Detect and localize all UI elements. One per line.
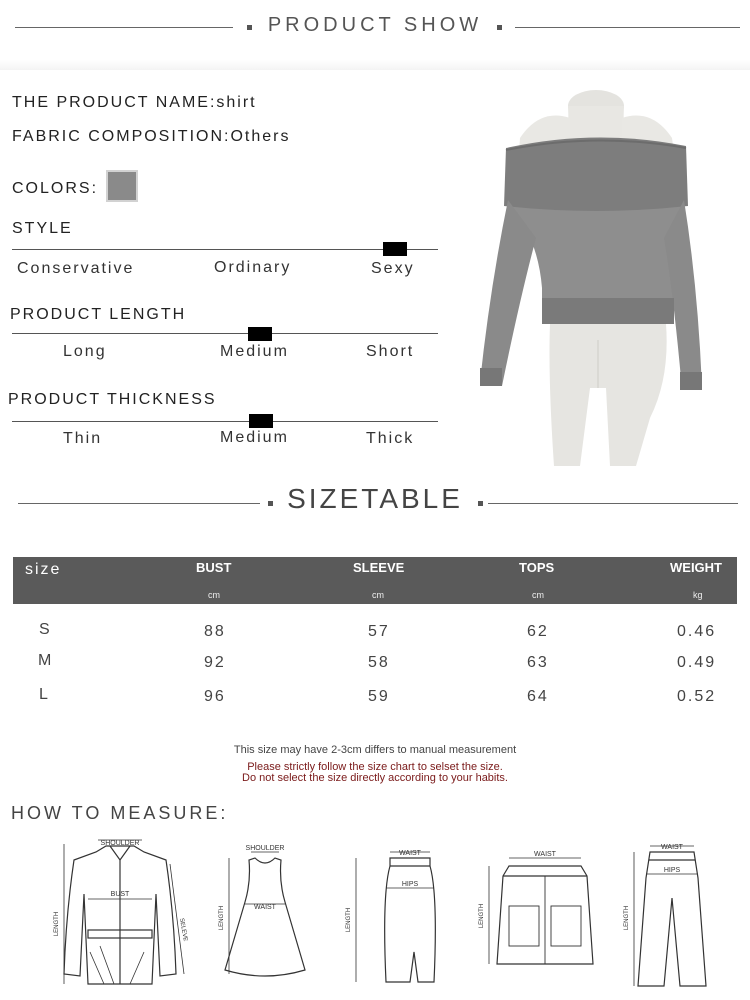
shorts-waist-label: WAIST xyxy=(534,851,556,858)
column-header-bust: BUST xyxy=(196,560,232,575)
cell-tops: 62 xyxy=(527,623,549,640)
colors-label: COLORS: xyxy=(12,180,99,197)
style-marker xyxy=(383,242,407,256)
product-photo xyxy=(470,88,710,468)
length-option-medium: Medium xyxy=(220,343,289,360)
sizetable-title: SIZETABLE xyxy=(287,483,463,514)
skirt-outline xyxy=(385,858,436,982)
style-label: STYLE xyxy=(12,220,73,237)
sweater-sleeve-left xyxy=(480,200,536,386)
mannequin-hips xyxy=(550,324,667,466)
cell-sleeve: 57 xyxy=(368,623,390,640)
style-option-sexy: Sexy xyxy=(371,260,415,277)
sizetable-dot-right xyxy=(478,501,483,506)
measurement-note: This size may have 2-3cm differs to manual measurement xyxy=(233,744,517,756)
cell-size: M xyxy=(38,652,54,669)
pants-measure-diagram xyxy=(622,838,722,994)
unit-tops: cm xyxy=(532,590,544,600)
size-chart-warning: Please strictly follow the size chart to selset the size. xyxy=(247,761,503,773)
shorts-pocket-right xyxy=(551,906,581,946)
cell-size: L xyxy=(39,686,50,703)
cell-tops: 64 xyxy=(527,688,549,705)
sweater-collar xyxy=(504,137,688,211)
product-name: THE PRODUCT NAME:shirt xyxy=(12,94,257,111)
pants-hips-label: HIPS xyxy=(663,867,681,874)
jacket-sleeve-label: SELEVE xyxy=(178,917,188,942)
sleeve-cuff-right xyxy=(680,372,702,390)
skirt-measure-diagram xyxy=(342,844,442,992)
header-shadow-band xyxy=(0,60,750,70)
thickness-marker xyxy=(249,414,273,428)
fabric-composition: FABRIC COMPOSITION:Others xyxy=(12,128,291,145)
dress-measure-diagram xyxy=(215,842,315,992)
style-scale-line xyxy=(12,249,438,250)
color-swatch-grey[interactable] xyxy=(106,170,138,202)
unit-bust: cm xyxy=(208,590,220,600)
jacket-measure-diagram xyxy=(48,834,198,994)
column-header-sleeve: SLEEVE xyxy=(353,560,405,575)
cell-weight: 0.49 xyxy=(677,654,717,671)
skirt-hips-label: HIPS xyxy=(401,881,419,888)
style-option-conservative: Conservative xyxy=(17,260,135,277)
cell-bust: 88 xyxy=(204,623,226,640)
cell-bust: 92 xyxy=(204,654,226,671)
size-table-header-row xyxy=(13,557,737,604)
product-show-title: PRODUCT SHOW xyxy=(267,14,483,36)
shorts-pocket-left xyxy=(509,906,539,946)
how-to-measure-title: HOW TO MEASURE: xyxy=(11,803,229,823)
thickness-scale-line xyxy=(12,421,438,422)
sweater-hem xyxy=(542,298,674,324)
cell-sleeve: 58 xyxy=(368,654,390,671)
cell-tops: 63 xyxy=(527,654,549,671)
dress-length-label: LENGTH xyxy=(219,905,225,931)
shorts-measure-diagram xyxy=(475,846,615,976)
length-option-short: Short xyxy=(366,343,415,360)
length-option-long: Long xyxy=(63,343,107,360)
length-scale-line xyxy=(12,333,438,334)
thickness-option-thick: Thick xyxy=(366,430,415,447)
header-rule-right xyxy=(515,27,740,28)
cell-weight: 0.52 xyxy=(677,688,717,705)
column-header-tops: TOPS xyxy=(519,560,555,575)
skirt-length-label: LENGTH xyxy=(346,907,352,933)
header-dot-right xyxy=(497,25,502,30)
size-habit-warning: Do not select the size directly according to your habits. xyxy=(242,772,508,784)
dress-shoulder-label: SHOULDER xyxy=(245,845,285,852)
cell-bust: 96 xyxy=(204,688,226,705)
jacket-length-label: LENGTH xyxy=(54,911,60,937)
thickness-label: PRODUCT THICKNESS xyxy=(8,391,217,408)
column-header-size: size xyxy=(25,561,62,578)
jacket-collar xyxy=(110,846,130,860)
dress-waist-label: WAIST xyxy=(254,904,276,911)
unit-weight: kg xyxy=(693,590,703,600)
dress-outline xyxy=(225,858,305,976)
pants-waist-label: WAIST xyxy=(661,844,683,851)
jacket-quilt xyxy=(90,946,144,984)
sizetable-rule-right xyxy=(488,503,738,504)
cell-size: S xyxy=(39,621,52,638)
thickness-option-medium: Medium xyxy=(220,429,289,446)
column-header-weight: WEIGHT xyxy=(670,560,722,575)
style-option-ordinary: Ordinary xyxy=(214,259,292,276)
cell-sleeve: 59 xyxy=(368,688,390,705)
thickness-option-thin: Thin xyxy=(63,430,103,447)
product-show-header xyxy=(0,0,750,60)
unit-sleeve: cm xyxy=(372,590,384,600)
pants-length-label: LENGTH xyxy=(624,905,630,931)
shorts-length-label: LENGTH xyxy=(479,903,485,929)
jacket-bust-label: BUST xyxy=(110,891,130,898)
length-label: PRODUCT LENGTH xyxy=(10,306,187,323)
sizetable-header xyxy=(0,478,750,528)
skirt-waist-label: WAIST xyxy=(399,850,421,857)
length-marker xyxy=(248,327,272,341)
sleeve-cuff-left xyxy=(480,368,502,386)
jacket-shoulder-label: SHOULDER xyxy=(100,840,140,847)
cell-weight: 0.46 xyxy=(677,623,717,640)
